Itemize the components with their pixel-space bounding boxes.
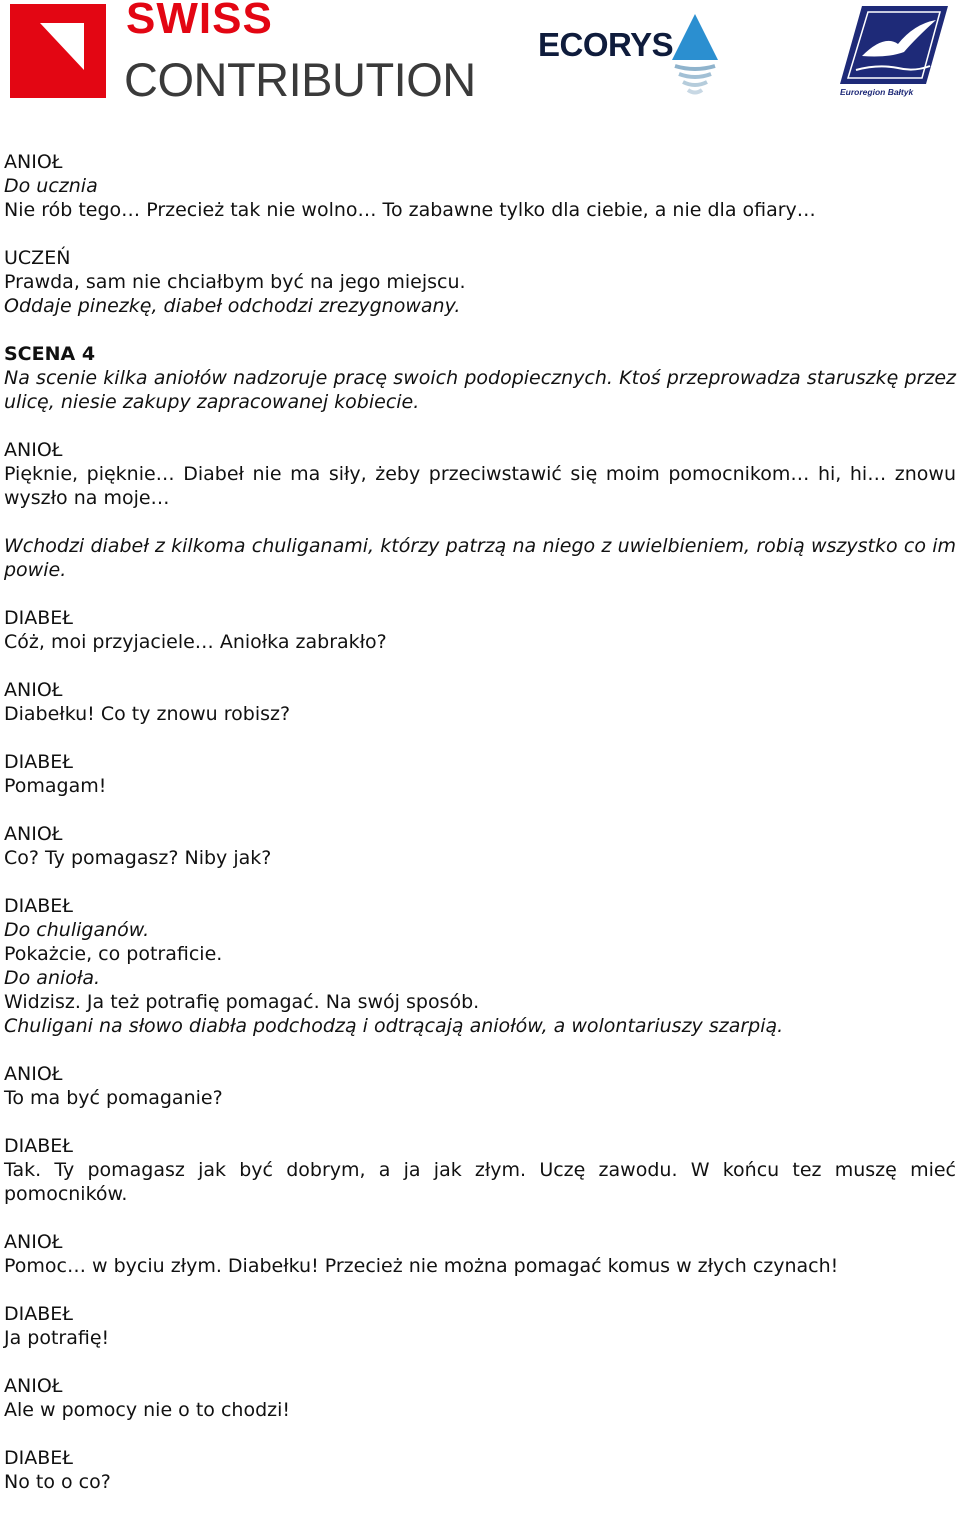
ecorys-logo bbox=[536, 12, 726, 102]
script-block bbox=[4, 894, 956, 1038]
dialogue-line: Pomoc… w byciu złym. Diabełku! Przecież nie można pomagać komus w złych czynach! bbox=[4, 1255, 839, 1277]
speaker-name: ANIOŁ bbox=[4, 679, 63, 701]
dialogue-line: Ale w pomocy nie o to chodzi! bbox=[4, 1399, 291, 1421]
speaker-name: ANIOŁ bbox=[4, 1375, 63, 1397]
dialogue-line: To ma być pomaganie? bbox=[4, 1087, 223, 1109]
speaker-name: DIABEŁ bbox=[4, 1135, 73, 1157]
logo-header bbox=[0, 0, 960, 110]
speaker-name: ANIOŁ bbox=[4, 823, 63, 845]
dialogue-line: Pomagam! bbox=[4, 775, 107, 797]
script-block bbox=[4, 1446, 956, 1494]
play-script bbox=[4, 150, 956, 1518]
scene-heading: SCENA 4 bbox=[4, 343, 96, 365]
speaker-name: ANIOŁ bbox=[4, 1231, 63, 1253]
seagull-emblem-icon bbox=[838, 4, 950, 86]
script-block bbox=[4, 438, 956, 510]
script-block bbox=[4, 1134, 956, 1206]
script-block bbox=[4, 1374, 956, 1422]
script-block bbox=[4, 534, 956, 582]
ecorys-word: ECORYS bbox=[538, 26, 674, 63]
stage-direction: Chuligani na słowo diabła podchodzą i odtrącają aniołów, a wolontariuszy szarpią. bbox=[4, 1015, 784, 1037]
dialogue-line: No to o co? bbox=[4, 1471, 111, 1493]
script-block bbox=[4, 1230, 956, 1278]
dialogue-line: Diabełku! Co ty znowu robisz? bbox=[4, 703, 291, 725]
script-block bbox=[4, 150, 956, 222]
ecorys-triangle-icon bbox=[670, 12, 720, 100]
swiss-flag-icon bbox=[10, 4, 106, 98]
script-block bbox=[4, 342, 956, 414]
euroregion-baltyk-logo bbox=[838, 4, 950, 100]
stage-direction: Oddaje pinezkę, diabeł odchodzi zrezygnowany. bbox=[4, 295, 461, 317]
dialogue-line: Ja potrafię! bbox=[4, 1327, 110, 1349]
dialogue-line: Cóż, moi przyjaciele… Aniołka zabrakło? bbox=[4, 631, 387, 653]
script-block bbox=[4, 1062, 956, 1110]
swiss-word: SWISS bbox=[126, 0, 273, 43]
script-block bbox=[4, 1302, 956, 1350]
dialogue-line: Pięknie, pięknie… Diabeł nie ma siły, żeby przeciwstawić się moim pomocnikom… hi, hi… znowu wyszło na moje… bbox=[4, 463, 956, 509]
speaker-name: DIABEŁ bbox=[4, 751, 73, 773]
stage-direction: Do anioła. bbox=[4, 967, 101, 989]
stage-direction: Na scenie kilka aniołów nadzoruje pracę swoich podopiecznych. Ktoś przeprowadza staruszkę przez ulicę, niesie zakupy zapracowanej kobiecie. bbox=[4, 367, 956, 413]
speaker-name: DIABEŁ bbox=[4, 607, 73, 629]
dialogue-line: Tak. Ty pomagasz jak być dobrym, a ja jak złym. Uczę zawodu. W końcu tez muszę mieć pomocników. bbox=[4, 1159, 956, 1205]
euroregion-caption: Euroregion Bałtyk bbox=[840, 87, 914, 97]
stage-direction: Wchodzi diabeł z kilkoma chuliganami, którzy patrzą na niego z uwielbieniem, robią wszystko co im powie. bbox=[4, 535, 956, 581]
script-block bbox=[4, 750, 956, 798]
script-block bbox=[4, 678, 956, 726]
dialogue-line: Prawda, sam nie chciałbym być na jego miejscu. bbox=[4, 271, 466, 293]
speaker-name: DIABEŁ bbox=[4, 1303, 73, 1325]
script-block bbox=[4, 822, 956, 870]
speaker-name: DIABEŁ bbox=[4, 1447, 73, 1469]
script-block bbox=[4, 606, 956, 654]
script-block bbox=[4, 246, 956, 318]
speaker-name: UCZEŃ bbox=[4, 247, 71, 269]
stage-direction: Do chuliganów. bbox=[4, 919, 150, 941]
dialogue-line: Nie rób tego… Przecież tak nie wolno… To zabawne tylko dla ciebie, a nie dla ofiary… bbox=[4, 199, 816, 221]
dialogue-line: Widzisz. Ja też potrafię pomagać. Na swój sposób. bbox=[4, 991, 480, 1013]
speaker-name: ANIOŁ bbox=[4, 439, 63, 461]
speaker-name: ANIOŁ bbox=[4, 151, 63, 173]
speaker-name: ANIOŁ bbox=[4, 1063, 63, 1085]
contribution-word: CONTRIBUTION bbox=[124, 53, 476, 106]
speaker-name: DIABEŁ bbox=[4, 895, 73, 917]
swiss-contribution-logo bbox=[10, 0, 480, 106]
dialogue-line: Co? Ty pomagasz? Niby jak? bbox=[4, 847, 272, 869]
stage-direction: Do ucznia bbox=[4, 175, 98, 197]
dialogue-line: Pokażcie, co potraficie. bbox=[4, 943, 223, 965]
